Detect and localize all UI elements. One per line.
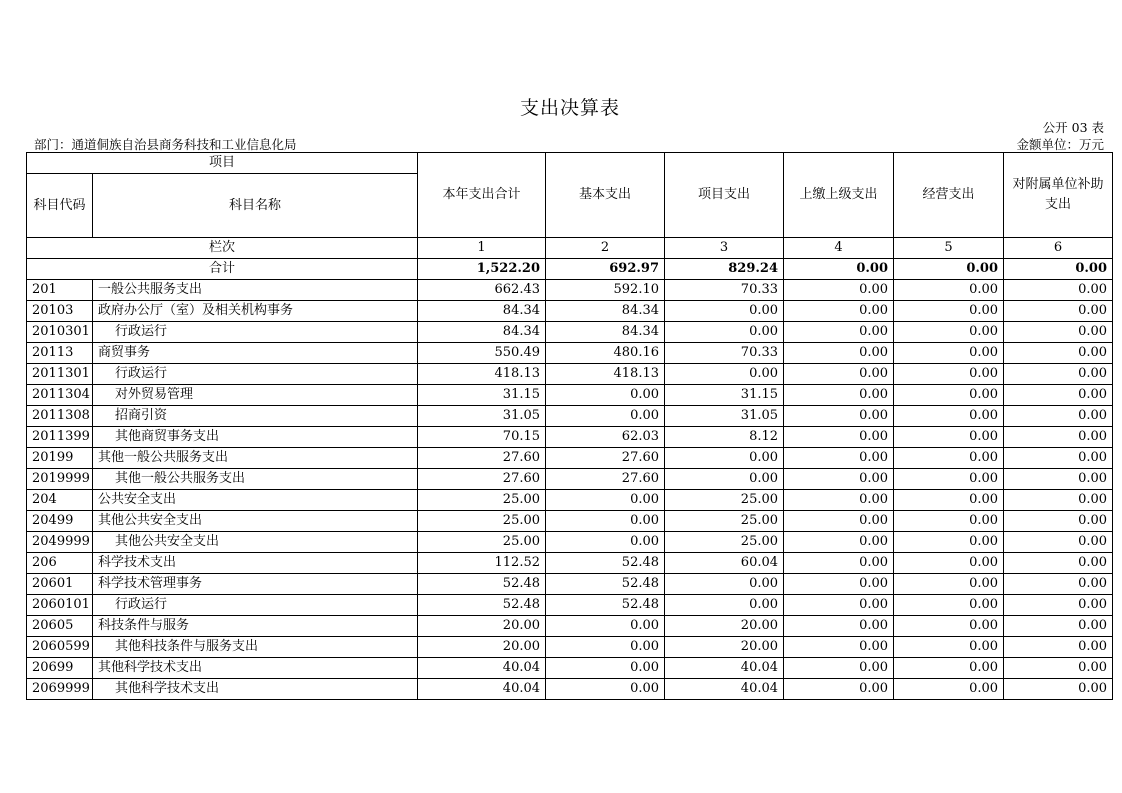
amount-cell: 0.00 bbox=[546, 385, 665, 406]
header-index-3: 3 bbox=[665, 238, 784, 259]
amount-cell: 84.34 bbox=[546, 301, 665, 322]
header-name: 科目名称 bbox=[93, 174, 418, 238]
table-row bbox=[27, 406, 1113, 427]
amount-cell: 0.00 bbox=[546, 658, 665, 679]
amount-cell: 0.00 bbox=[894, 658, 1004, 679]
amount-cell: 0.00 bbox=[546, 511, 665, 532]
amount-cell: 0.00 bbox=[1004, 616, 1113, 637]
amount-cell: 0.00 bbox=[784, 511, 894, 532]
amount-cell: 0.00 bbox=[1004, 385, 1113, 406]
amount-cell: 40.04 bbox=[665, 679, 784, 700]
total-value: 692.97 bbox=[546, 259, 665, 280]
amount-cell: 0.00 bbox=[1004, 679, 1113, 700]
table-row bbox=[27, 301, 1113, 322]
subject-code: 2010301 bbox=[27, 322, 93, 343]
amount-cell: 0.00 bbox=[894, 385, 1004, 406]
amount-cell: 0.00 bbox=[665, 469, 784, 490]
table-row bbox=[27, 532, 1113, 553]
page-title: 支出决算表 bbox=[519, 97, 620, 119]
header-col1: 本年支出合计 bbox=[418, 153, 546, 238]
amount-cell: 31.05 bbox=[418, 406, 546, 427]
amount-cell: 0.00 bbox=[665, 595, 784, 616]
header-index-6: 6 bbox=[1004, 238, 1113, 259]
subject-code: 204 bbox=[27, 490, 93, 511]
subject-code: 2060599 bbox=[27, 637, 93, 658]
amount-cell: 0.00 bbox=[1004, 658, 1113, 679]
amount-cell: 70.33 bbox=[665, 343, 784, 364]
amount-cell: 40.04 bbox=[665, 658, 784, 679]
amount-cell: 20.00 bbox=[665, 616, 784, 637]
amount-cell: 0.00 bbox=[1004, 553, 1113, 574]
header-index-4: 4 bbox=[784, 238, 894, 259]
amount-cell: 0.00 bbox=[784, 364, 894, 385]
amount-cell: 0.00 bbox=[894, 448, 1004, 469]
amount-cell: 0.00 bbox=[546, 637, 665, 658]
table-row bbox=[27, 658, 1113, 679]
subject-code: 2019999 bbox=[27, 469, 93, 490]
subject-name: 行政运行 bbox=[93, 322, 418, 343]
amount-cell: 25.00 bbox=[418, 511, 546, 532]
subject-code: 2011399 bbox=[27, 427, 93, 448]
amount-cell: 0.00 bbox=[546, 679, 665, 700]
amount-cell: 592.10 bbox=[546, 280, 665, 301]
subject-name: 其他一般公共服务支出 bbox=[93, 469, 418, 490]
amount-cell: 0.00 bbox=[546, 406, 665, 427]
amount-cell: 40.04 bbox=[418, 658, 546, 679]
amount-cell: 0.00 bbox=[894, 595, 1004, 616]
amount-cell: 20.00 bbox=[418, 616, 546, 637]
amount-cell: 0.00 bbox=[784, 574, 894, 595]
table-row bbox=[27, 280, 1113, 301]
amount-cell: 52.48 bbox=[418, 574, 546, 595]
amount-cell: 25.00 bbox=[418, 490, 546, 511]
amount-cell: 418.13 bbox=[418, 364, 546, 385]
header-index-2: 2 bbox=[546, 238, 665, 259]
header-index-5: 5 bbox=[894, 238, 1004, 259]
total-row bbox=[27, 259, 1113, 280]
subject-name: 其他公共安全支出 bbox=[93, 511, 418, 532]
subject-code: 2011301 bbox=[27, 364, 93, 385]
amount-cell: 84.34 bbox=[418, 301, 546, 322]
subject-code: 20199 bbox=[27, 448, 93, 469]
subject-name: 科学技术支出 bbox=[93, 553, 418, 574]
amount-cell: 20.00 bbox=[665, 637, 784, 658]
table-row bbox=[27, 679, 1113, 700]
amount-unit-label: 金额单位：万元 bbox=[1016, 137, 1104, 152]
amount-cell: 0.00 bbox=[1004, 532, 1113, 553]
amount-cell: 662.43 bbox=[418, 280, 546, 301]
subject-code: 201 bbox=[27, 280, 93, 301]
amount-cell: 0.00 bbox=[784, 343, 894, 364]
amount-cell: 0.00 bbox=[784, 553, 894, 574]
amount-cell: 0.00 bbox=[894, 553, 1004, 574]
subject-name: 其他科学技术支出 bbox=[93, 679, 418, 700]
header-col2: 基本支出 bbox=[546, 153, 665, 238]
amount-cell: 0.00 bbox=[784, 280, 894, 301]
header-col3: 项目支出 bbox=[665, 153, 784, 238]
amount-cell: 0.00 bbox=[894, 301, 1004, 322]
header-index-1: 1 bbox=[418, 238, 546, 259]
amount-cell: 52.48 bbox=[546, 574, 665, 595]
amount-cell: 0.00 bbox=[1004, 469, 1113, 490]
amount-cell: 31.15 bbox=[665, 385, 784, 406]
amount-cell: 0.00 bbox=[784, 427, 894, 448]
amount-cell: 70.15 bbox=[418, 427, 546, 448]
amount-cell: 84.34 bbox=[546, 322, 665, 343]
amount-cell: 0.00 bbox=[546, 490, 665, 511]
header-col4: 上缴上级支出 bbox=[784, 153, 894, 238]
amount-cell: 0.00 bbox=[665, 364, 784, 385]
amount-cell: 0.00 bbox=[894, 469, 1004, 490]
subject-name: 科学技术管理事务 bbox=[93, 574, 418, 595]
amount-cell: 8.12 bbox=[665, 427, 784, 448]
amount-cell: 52.48 bbox=[418, 595, 546, 616]
amount-cell: 0.00 bbox=[1004, 574, 1113, 595]
subject-name: 一般公共服务支出 bbox=[93, 280, 418, 301]
amount-cell: 25.00 bbox=[665, 511, 784, 532]
amount-cell: 0.00 bbox=[784, 469, 894, 490]
subject-name: 其他商贸事务支出 bbox=[93, 427, 418, 448]
subject-code: 2069999 bbox=[27, 679, 93, 700]
amount-cell: 0.00 bbox=[1004, 406, 1113, 427]
subject-name: 招商引资 bbox=[93, 406, 418, 427]
table-row bbox=[27, 616, 1113, 637]
table-row bbox=[27, 322, 1113, 343]
amount-cell: 0.00 bbox=[894, 637, 1004, 658]
amount-cell: 0.00 bbox=[784, 448, 894, 469]
subject-name: 其他科技条件与服务支出 bbox=[93, 637, 418, 658]
subject-code: 206 bbox=[27, 553, 93, 574]
amount-cell: 0.00 bbox=[546, 616, 665, 637]
subject-name: 其他科学技术支出 bbox=[93, 658, 418, 679]
amount-cell: 52.48 bbox=[546, 553, 665, 574]
amount-cell: 62.03 bbox=[546, 427, 665, 448]
amount-cell: 550.49 bbox=[418, 343, 546, 364]
amount-cell: 0.00 bbox=[784, 490, 894, 511]
amount-cell: 0.00 bbox=[894, 343, 1004, 364]
amount-cell: 0.00 bbox=[1004, 343, 1113, 364]
amount-cell: 0.00 bbox=[784, 679, 894, 700]
total-value: 0.00 bbox=[784, 259, 894, 280]
amount-cell: 20.00 bbox=[418, 637, 546, 658]
table-row bbox=[27, 574, 1113, 595]
total-label: 合计 bbox=[27, 259, 418, 280]
amount-cell: 27.60 bbox=[418, 469, 546, 490]
amount-cell: 0.00 bbox=[784, 322, 894, 343]
table-row bbox=[27, 364, 1113, 385]
amount-cell: 0.00 bbox=[784, 385, 894, 406]
amount-cell: 25.00 bbox=[665, 532, 784, 553]
amount-cell: 0.00 bbox=[1004, 427, 1113, 448]
amount-cell: 0.00 bbox=[784, 532, 894, 553]
amount-cell: 84.34 bbox=[418, 322, 546, 343]
subject-name: 公共安全支出 bbox=[93, 490, 418, 511]
table-row bbox=[27, 343, 1113, 364]
header-row-index-label: 栏次 bbox=[27, 238, 418, 259]
table-row bbox=[27, 637, 1113, 658]
amount-cell: 27.60 bbox=[546, 469, 665, 490]
subject-code: 20601 bbox=[27, 574, 93, 595]
subject-code: 2049999 bbox=[27, 532, 93, 553]
amount-cell: 0.00 bbox=[1004, 595, 1113, 616]
subject-code: 2011304 bbox=[27, 385, 93, 406]
amount-cell: 0.00 bbox=[1004, 637, 1113, 658]
amount-cell: 0.00 bbox=[784, 658, 894, 679]
amount-cell: 31.05 bbox=[665, 406, 784, 427]
amount-cell: 0.00 bbox=[665, 322, 784, 343]
amount-cell: 0.00 bbox=[894, 511, 1004, 532]
amount-cell: 27.60 bbox=[418, 448, 546, 469]
amount-cell: 0.00 bbox=[665, 301, 784, 322]
amount-cell: 0.00 bbox=[894, 616, 1004, 637]
amount-cell: 0.00 bbox=[894, 280, 1004, 301]
subject-code: 20113 bbox=[27, 343, 93, 364]
total-value: 1,522.20 bbox=[418, 259, 546, 280]
amount-cell: 0.00 bbox=[894, 406, 1004, 427]
table-row bbox=[27, 553, 1113, 574]
table-row bbox=[27, 427, 1113, 448]
subject-name: 其他一般公共服务支出 bbox=[93, 448, 418, 469]
amount-cell: 0.00 bbox=[1004, 364, 1113, 385]
subject-code: 2060101 bbox=[27, 595, 93, 616]
amount-cell: 0.00 bbox=[894, 322, 1004, 343]
subject-code: 20605 bbox=[27, 616, 93, 637]
amount-cell: 0.00 bbox=[894, 427, 1004, 448]
table-row bbox=[27, 511, 1113, 532]
amount-cell: 480.16 bbox=[546, 343, 665, 364]
amount-cell: 60.04 bbox=[665, 553, 784, 574]
subject-code: 20499 bbox=[27, 511, 93, 532]
total-value: 0.00 bbox=[1004, 259, 1113, 280]
amount-cell: 0.00 bbox=[894, 364, 1004, 385]
subject-name: 对外贸易管理 bbox=[93, 385, 418, 406]
amount-cell: 0.00 bbox=[1004, 301, 1113, 322]
subject-code: 20699 bbox=[27, 658, 93, 679]
amount-cell: 25.00 bbox=[418, 532, 546, 553]
header-col6: 对附属单位补助支出 bbox=[1004, 153, 1113, 238]
amount-cell: 52.48 bbox=[546, 595, 665, 616]
amount-cell: 0.00 bbox=[1004, 322, 1113, 343]
subject-name: 商贸事务 bbox=[93, 343, 418, 364]
amount-cell: 0.00 bbox=[894, 574, 1004, 595]
department-label: 部门：通道侗族自治县商务科技和工业信息化局 bbox=[34, 137, 297, 152]
amount-cell: 0.00 bbox=[784, 595, 894, 616]
subject-name: 行政运行 bbox=[93, 364, 418, 385]
subject-code: 2011308 bbox=[27, 406, 93, 427]
form-number: 公开 03 表 bbox=[1042, 120, 1104, 135]
amount-cell: 0.00 bbox=[1004, 511, 1113, 532]
subject-name: 行政运行 bbox=[93, 595, 418, 616]
expenditure-table bbox=[26, 152, 1113, 700]
amount-cell: 0.00 bbox=[665, 574, 784, 595]
amount-cell: 0.00 bbox=[784, 301, 894, 322]
amount-cell: 0.00 bbox=[784, 616, 894, 637]
amount-cell: 31.15 bbox=[418, 385, 546, 406]
subject-name: 政府办公厅（室）及相关机构事务 bbox=[93, 301, 418, 322]
subject-code: 20103 bbox=[27, 301, 93, 322]
amount-cell: 0.00 bbox=[1004, 280, 1113, 301]
amount-cell: 0.00 bbox=[894, 679, 1004, 700]
amount-cell: 0.00 bbox=[1004, 490, 1113, 511]
subject-name: 科技条件与服务 bbox=[93, 616, 418, 637]
amount-cell: 40.04 bbox=[418, 679, 546, 700]
amount-cell: 0.00 bbox=[894, 490, 1004, 511]
amount-cell: 0.00 bbox=[784, 637, 894, 658]
amount-cell: 0.00 bbox=[665, 448, 784, 469]
amount-cell: 0.00 bbox=[1004, 448, 1113, 469]
table-row bbox=[27, 469, 1113, 490]
table-row bbox=[27, 385, 1113, 406]
subject-name: 其他公共安全支出 bbox=[93, 532, 418, 553]
total-value: 829.24 bbox=[665, 259, 784, 280]
table-row bbox=[27, 595, 1113, 616]
table-row bbox=[27, 490, 1113, 511]
amount-cell: 0.00 bbox=[546, 532, 665, 553]
amount-cell: 418.13 bbox=[546, 364, 665, 385]
amount-cell: 0.00 bbox=[784, 406, 894, 427]
header-project: 项目 bbox=[27, 153, 418, 174]
table-row bbox=[27, 448, 1113, 469]
amount-cell: 70.33 bbox=[665, 280, 784, 301]
total-value: 0.00 bbox=[894, 259, 1004, 280]
amount-cell: 27.60 bbox=[546, 448, 665, 469]
amount-cell: 0.00 bbox=[894, 532, 1004, 553]
amount-cell: 112.52 bbox=[418, 553, 546, 574]
header-col5: 经营支出 bbox=[894, 153, 1004, 238]
amount-cell: 25.00 bbox=[665, 490, 784, 511]
header-code: 科目代码 bbox=[27, 174, 93, 238]
